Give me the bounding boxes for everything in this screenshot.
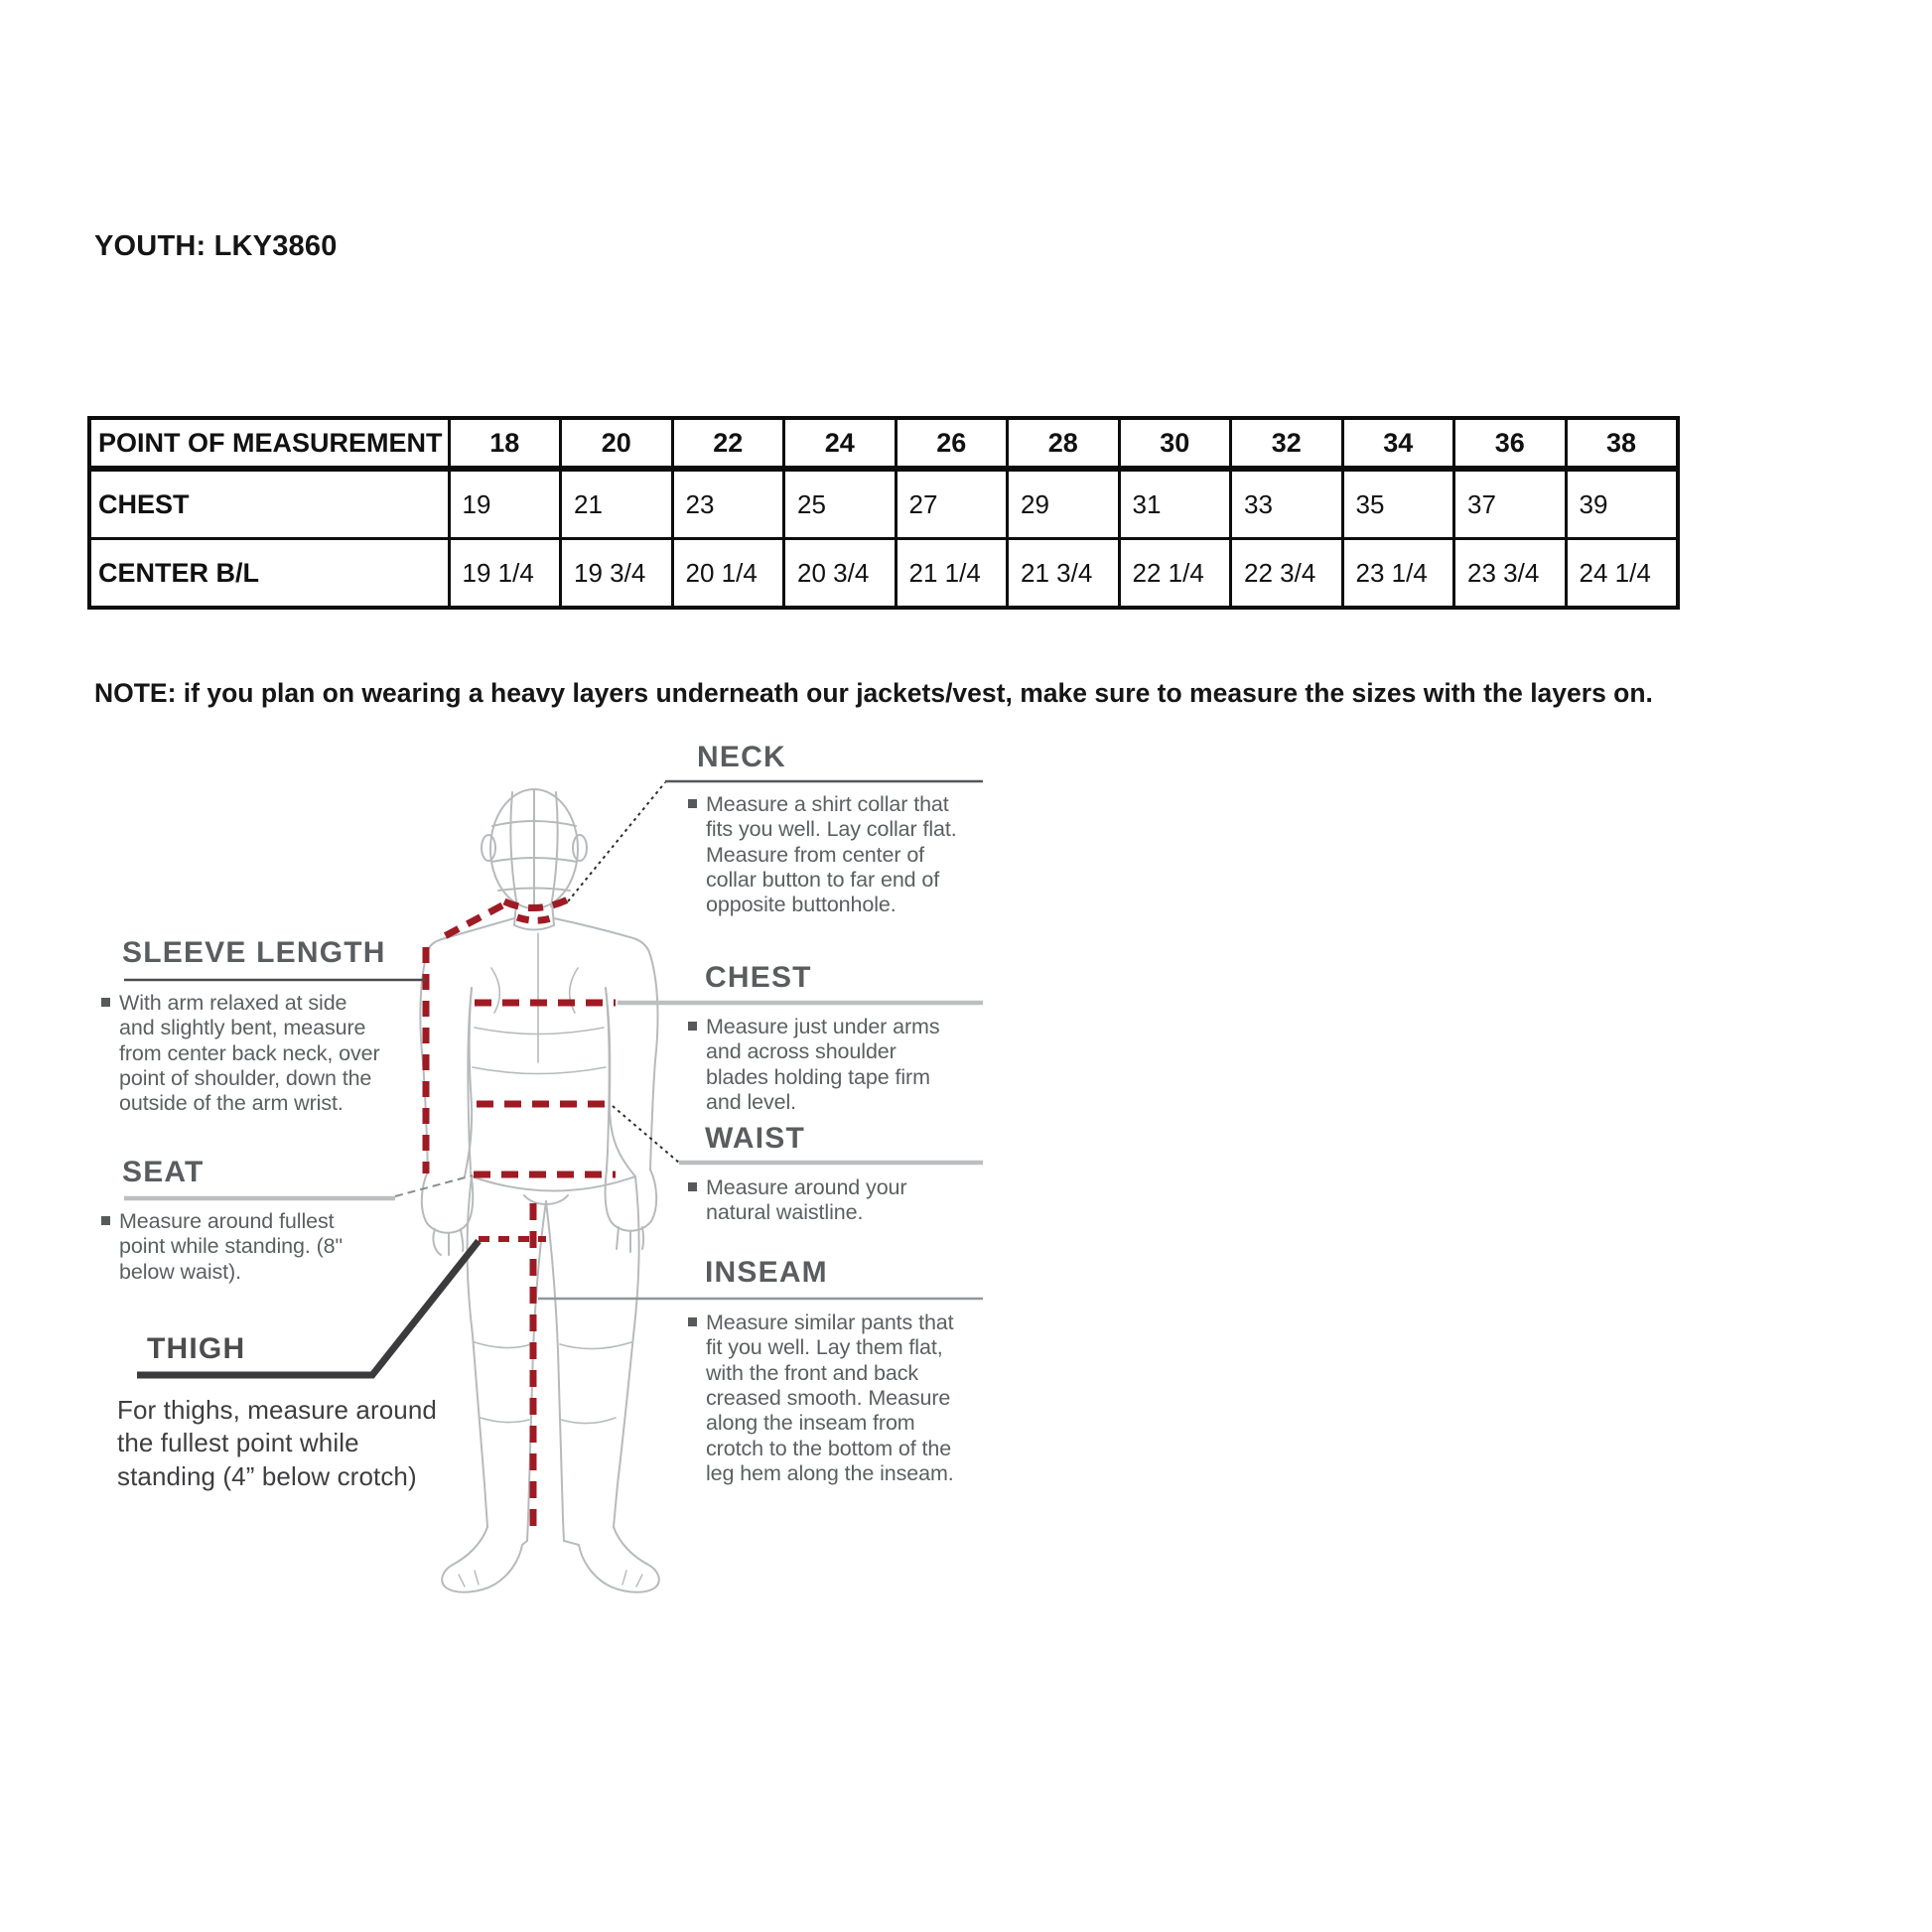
row-label: CENTER B/L [89, 539, 449, 609]
cell: 19 1/4 [449, 539, 561, 609]
cell: 27 [896, 469, 1008, 539]
section-title-seat: SEAT [122, 1156, 205, 1188]
table-row-chest [89, 469, 1678, 539]
section-title-waist: WAIST [705, 1122, 805, 1155]
col-header-size: 28 [1008, 418, 1120, 469]
cell: 35 [1342, 469, 1454, 539]
square-bullet-icon [688, 799, 697, 808]
cell: 19 3/4 [561, 539, 673, 609]
square-bullet-icon [688, 1022, 697, 1031]
size-table [87, 416, 1680, 610]
cell: 31 [1119, 469, 1231, 539]
col-header-size: 26 [896, 418, 1008, 469]
section-text-thigh: For thighs, measure around the fullest point while standing (4” below crotch) [117, 1395, 437, 1491]
cell: 22 3/4 [1231, 539, 1343, 609]
section-title-neck: NECK [697, 741, 786, 773]
col-header-size: 20 [561, 418, 673, 469]
col-header-size: 32 [1231, 418, 1343, 469]
cell: 23 [672, 469, 784, 539]
section-title-sleeve-length: SLEEVE LENGTH [122, 936, 386, 969]
seat-leader-line [395, 1175, 473, 1196]
section-title-chest: CHEST [705, 961, 812, 994]
section-title-thigh: THIGH [147, 1332, 246, 1365]
measurement-lines [426, 899, 616, 1534]
measurement-guide-diagram [89, 735, 1042, 1638]
cell: 37 [1454, 469, 1567, 539]
cell: 21 1/4 [896, 539, 1008, 609]
section-text-sleeve-length: With arm relaxed at side and slightly bent, measure from center back neck, over point of shoulder, down the outside of the arm wrist. [101, 991, 387, 1117]
neck-measure-line-2 [517, 916, 556, 920]
section-text-neck: Measure a shirt collar that fits you well. Lay collar flat. Measure from center of collar button to far end of opposite buttonhole. [688, 792, 958, 918]
square-bullet-icon [101, 998, 110, 1007]
col-header-size: 24 [784, 418, 897, 469]
col-header-size: 36 [1454, 418, 1567, 469]
section-text-seat: Measure around fullest point while standing. (8" below waist). [101, 1209, 361, 1285]
sleeve-measure-line-diagonal [439, 905, 502, 939]
col-header-point-of-measurement: POINT OF MEASUREMENT [89, 418, 449, 469]
cell: 19 [449, 469, 561, 539]
cell: 20 1/4 [672, 539, 784, 609]
cell: 23 3/4 [1454, 539, 1567, 609]
col-header-size: 30 [1119, 418, 1231, 469]
cell: 21 3/4 [1008, 539, 1120, 609]
square-bullet-icon [101, 1216, 110, 1225]
cell: 29 [1008, 469, 1120, 539]
cell: 25 [784, 469, 897, 539]
cell: 24 1/4 [1566, 539, 1678, 609]
cell: 20 3/4 [784, 539, 897, 609]
cell: 39 [1566, 469, 1678, 539]
square-bullet-icon [688, 1317, 697, 1326]
table-header-row [89, 418, 1678, 469]
cell: 23 1/4 [1342, 539, 1454, 609]
note-text: NOTE: if you plan on wearing a heavy layers underneath our jackets/vest, make sure to measure the sizes with the layers on. [94, 678, 1653, 708]
square-bullet-icon [688, 1182, 697, 1191]
waist-leader-line [613, 1106, 679, 1163]
section-title-inseam: INSEAM [705, 1256, 828, 1289]
cell: 22 1/4 [1119, 539, 1231, 609]
section-text-waist: Measure around your natural waistline. [688, 1175, 936, 1226]
cell: 21 [561, 469, 673, 539]
page-title: YOUTH: LKY3860 [94, 230, 338, 262]
col-header-size: 22 [672, 418, 784, 469]
section-text-inseam: Measure similar pants that fit you well. Lay them flat, with the front and back creased smooth. Measure along the inseam from crotch to the bottom of the leg hem along the inseam. [688, 1311, 962, 1487]
col-header-size: 18 [449, 418, 561, 469]
col-header-size: 34 [1342, 418, 1454, 469]
table-row-center-bl [89, 539, 1678, 609]
row-label: CHEST [89, 469, 449, 539]
section-text-chest: Measure just under arms and across shoulder blades holding tape firm and level. [688, 1015, 958, 1115]
neck-leader-line [568, 782, 665, 901]
col-header-size: 38 [1566, 418, 1678, 469]
cell: 33 [1231, 469, 1343, 539]
